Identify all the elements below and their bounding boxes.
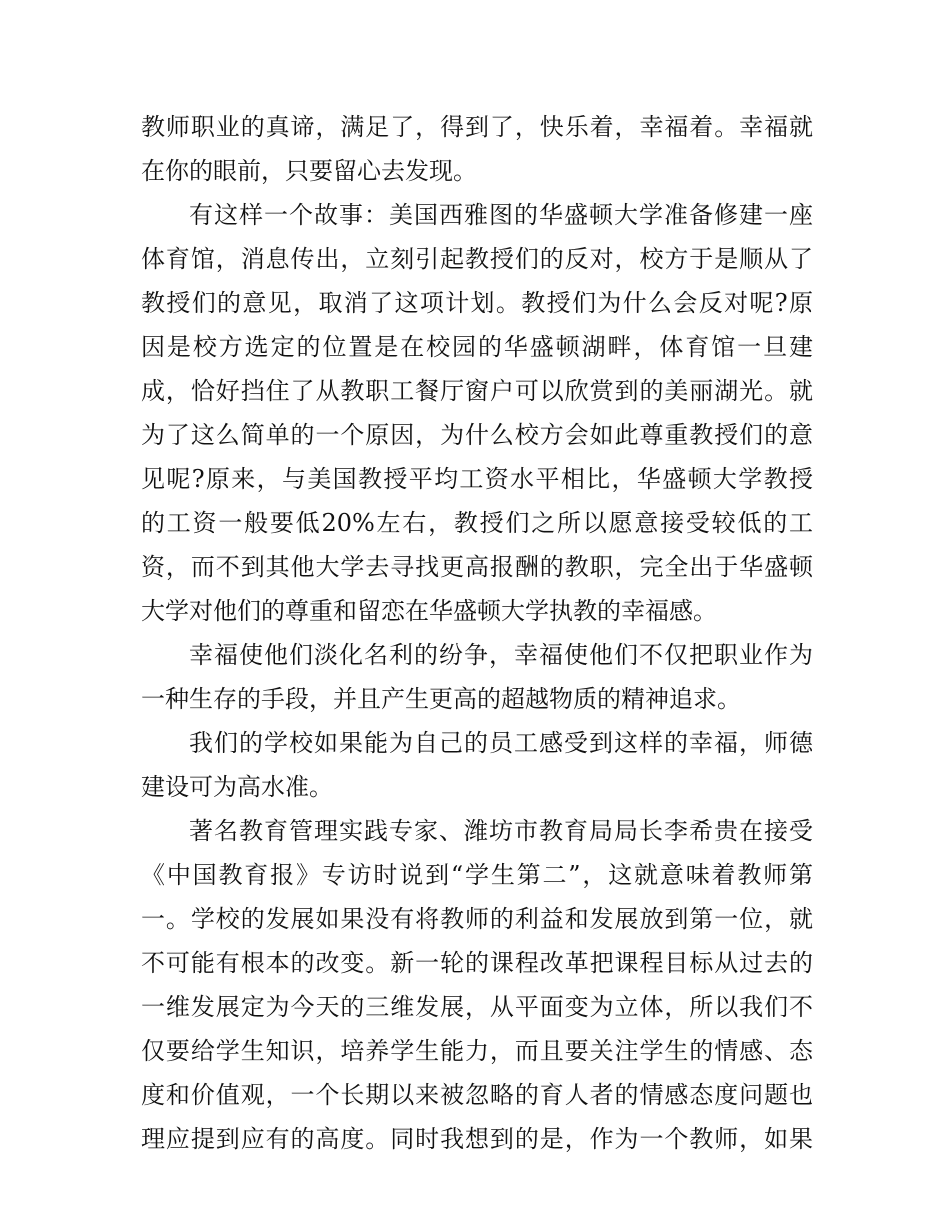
text-line: 资，而不到其他大学去寻找更高报酬的教职，完全出于华盛顿 (141, 553, 813, 581)
paragraph-2 (141, 193, 813, 633)
text-line: 见呢?原来，与美国教授平均工资水平相比，华盛顿大学教授 (141, 465, 813, 493)
paragraph-4 (141, 721, 813, 809)
text-line: 幸福使他们淡化名利的纷争，幸福使他们不仅把职业作为 (189, 641, 813, 669)
text-line: 度和价值观，一个长期以来被忽略的育人者的情感态度问题也 (141, 1081, 813, 1109)
paragraph-3 (141, 633, 813, 721)
text-line: 有这样一个故事：美国西雅图的华盛顿大学准备修建一座 (189, 201, 813, 229)
text-line: 在你的眼前，只要留心去发现。 (141, 157, 477, 185)
text-line: 为了这么简单的一个原因，为什么校方会如此尊重教授们的意 (141, 421, 813, 449)
text-line: 因是校方选定的位置是在校园的华盛顿湖畔，体育馆一旦建 (141, 333, 813, 361)
text-line: 一维发展定为今天的三维发展，从平面变为立体，所以我们不 (141, 993, 813, 1021)
text-line: 理应提到应有的高度。同时我想到的是，作为一个教师，如果 (141, 1125, 813, 1153)
text-line: 我们的学校如果能为自己的员工感受到这样的幸福，师德 (189, 729, 813, 757)
text-line: 成，恰好挡住了从教职工餐厅窗户可以欣赏到的美丽湖光。就 (141, 377, 813, 405)
text-line: 建设可为高水准。 (141, 773, 333, 801)
paragraph-5 (141, 809, 813, 1161)
body-text (141, 105, 813, 1161)
text-line: 一。学校的发展如果没有将教师的利益和发展放到第一位，就 (141, 905, 813, 933)
text-line: 不可能有根本的改变。新一轮的课程改革把课程目标从过去的 (141, 949, 813, 977)
text-line: 仅要给学生知识，培养学生能力，而且要关注学生的情感、态 (141, 1037, 813, 1065)
text-line: 的工资一般要低20%左右，教授们之所以愿意接受较低的工 (141, 509, 813, 537)
text-line: 教授们的意见，取消了这项计划。教授们为什么会反对呢?原 (141, 289, 813, 317)
text-line: 教师职业的真谛，满足了，得到了，快乐着，幸福着。幸福就 (141, 113, 813, 141)
text-line: 体育馆，消息传出，立刻引起教授们的反对，校方于是顺从了 (141, 245, 813, 273)
text-line: 大学对他们的尊重和留恋在华盛顿大学执教的幸福感。 (141, 597, 717, 625)
paragraph-1 (141, 105, 813, 193)
text-line: 《中国教育报》专访时说到“学生第二”，这就意味着教师第 (141, 861, 813, 889)
text-line: 著名教育管理实践专家、潍坊市教育局局长李希贵在接受 (189, 817, 813, 845)
text-line: 一种生存的手段，并且产生更高的超越物质的精神追求。 (141, 685, 741, 713)
